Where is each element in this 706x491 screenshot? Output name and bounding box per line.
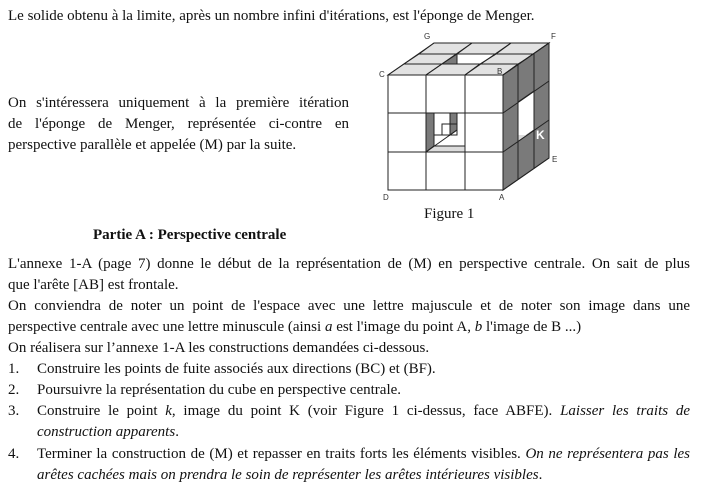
point-label-k: K — [536, 128, 545, 142]
item-text-part: . — [175, 424, 179, 440]
item-k: k — [165, 403, 172, 419]
description-line-2: de l'éponge de Menger, représentée ci-contre en — [8, 116, 349, 132]
notation-text: perspective centrale avec une lettre minuscule (ainsi — [8, 319, 325, 335]
paragraph-annex — [8, 254, 690, 296]
item-number: 2. — [8, 382, 20, 398]
paragraph-notation-line-2 — [8, 317, 690, 338]
paragraph-notation-line-1: On conviendra de noter un point de l'espace avec une lettre majuscule et de noter son image dans une — [8, 298, 690, 314]
vertex-label-b: B — [497, 67, 503, 76]
section-title: Partie A : Perspective centrale — [93, 227, 287, 243]
item-text: Poursuivre la représentation du cube en perspective centrale. — [37, 382, 402, 398]
item-italic: Laisser les traits de construction apparents — [37, 403, 690, 440]
front-face — [388, 75, 503, 190]
description-line-3: perspective parallèle et appelée (M) par la suite. — [8, 137, 297, 153]
intro-text: Le solide obtenu à la limite, après un nombre infini d'itérations, est l'éponge de Menger. — [8, 8, 535, 24]
paragraph-annex-line-2: que l'arête [AB] est frontale. — [8, 277, 179, 293]
item-italic: On ne représentera pas les arêtes cachées mais on prendra le soin de représenter les arêtes intérieures visibles — [37, 446, 690, 483]
notation-b: b — [474, 319, 483, 335]
item-text-part: Terminer la construction de (M) et repasser en traits forts les éléments visibles. — [37, 446, 526, 462]
item-number: 4. — [8, 446, 20, 462]
figure-caption: Figure 1 — [424, 206, 475, 222]
vertex-label-d: D — [383, 193, 389, 202]
vertex-label-c: C — [379, 70, 385, 79]
paragraph-instructions: On réalisera sur l’annexe 1-A les constructions demandées ci-dessous. — [8, 340, 430, 356]
notation-a: a — [324, 319, 333, 335]
item-text — [37, 444, 690, 486]
vertex-label-g: G — [424, 32, 431, 41]
notation-text: est l'image du point A, — [332, 319, 475, 335]
vertex-label-f: F — [551, 32, 556, 41]
cube-drawing — [388, 43, 549, 190]
item-text-part: Construire le point — [37, 403, 166, 419]
item-number: 1. — [8, 361, 20, 377]
vertex-label-a: A — [499, 193, 505, 202]
notation-text: l'image de B ...) — [482, 319, 582, 335]
item-text-part: . — [538, 467, 543, 483]
paragraph-annex-line-1: L'annexe 1-A (page 7) donne le début de la représentation de (M) en perspective centrale. On sait de plus — [8, 256, 690, 272]
menger-sponge-figure — [0, 0, 706, 230]
description-line-1: On s'intéressera uniquement à la première itération — [8, 95, 349, 111]
item-text — [37, 401, 690, 443]
vertex-label-e: E — [552, 155, 558, 164]
paragraph-notation — [8, 296, 690, 338]
item-text: Construire les points de fuite associés aux directions (BC) et (BF). — [37, 361, 436, 377]
item-text-part: , image du point K (voir Figure 1 ci-dessus, face ABFE). — [171, 403, 561, 419]
item-number: 3. — [8, 403, 20, 419]
